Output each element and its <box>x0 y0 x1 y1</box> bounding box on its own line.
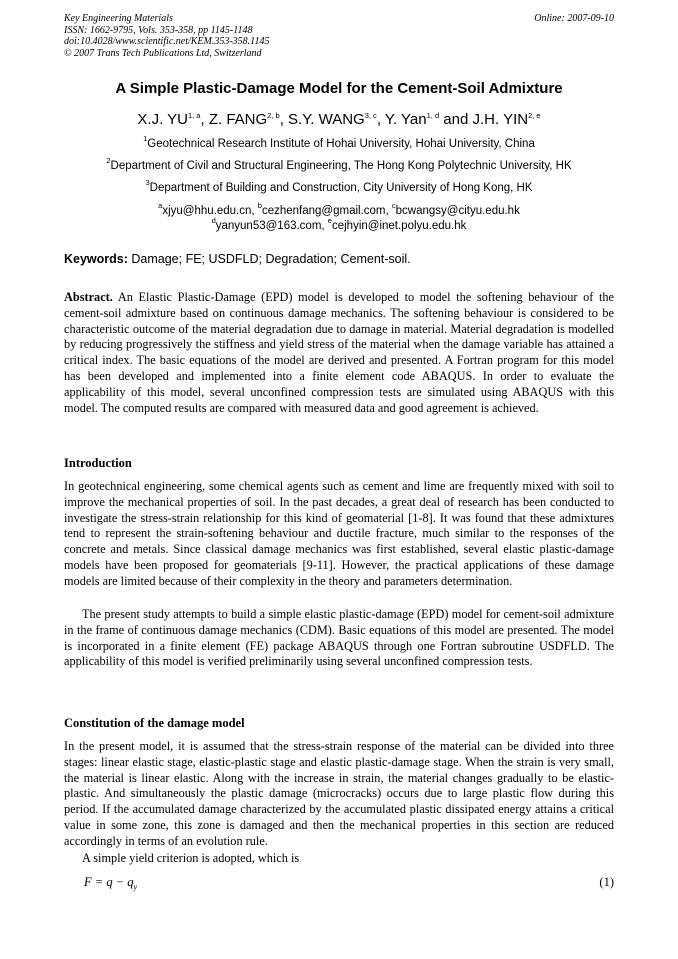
constitution-paragraph-1: In the present model, it is assumed that the stress-strain response of the material can be divided into three stages: linear elastic stage, elastic-plastic stage and elastic plastic-damage stage. When the strain is very small, the material is linear elastic. Along with the increase in strain, the material changes gradually to be elastic-plastic. And simultaneously the plastic damage (microcracks) occurs due to large plastic flow during this period. If the accumulated damage characterized by the accumulated plastic dissipated energy attains a critical value in some zone, this zone is damaged and then the mechanical properties in this section are reduced accordingly in terms of an evolution rule. <box>64 739 614 848</box>
author-name: Z. FANG <box>208 111 268 128</box>
author-sup: 1, a <box>187 111 201 120</box>
journal-name: Key Engineering Materials <box>64 13 173 24</box>
abstract-label: Abstract. <box>64 290 113 304</box>
email-link[interactable]: cezhenfang@gmail.com <box>261 205 386 217</box>
author-name: J.H. YIN <box>472 111 529 128</box>
introduction-heading: Introduction <box>64 456 132 470</box>
email-line-2: $^d$yanyun53@163.com, $^e$cejhyin@inet.polyu.edu.hk <box>211 216 467 232</box>
introduction-paragraph-2: The present study attempts to build a simple elastic plastic-damage (EPD) model for cement-soil admixture in the frame of continuous damage mechanics (CDM). Basic equations of this model are presented. The model is incorporated in a finite element (FE) package ABAQUS through one Fortran subroutine USDFLD. The applicability of this model is verified preliminarily using several unconfined compression tests. <box>64 607 614 669</box>
keywords-label: Keywords: <box>64 252 128 266</box>
author-sup: 2, e <box>528 111 541 120</box>
keywords <box>64 252 614 266</box>
author-list: X.J. YU$^{1, a}$, Z. FANG$^{2, b}$, S.Y. WANG$^{3, c}$, Y. Yan$^{1, d}$ and J.H. YIN$^{2, e}$ <box>137 111 541 128</box>
email-line-1: $^a$xjyu@hhu.edu.cn, $^b$cezhenfang@gmail.com, $^c$bcwangsy@cityu.edu.hk <box>158 201 520 217</box>
abstract-text: An Elastic Plastic-Damage (EPD) model is developed to model the softening behaviour of the cement-soil admixture based on continuous damage mechanics. The softening behaviour is considered to be characteristic outcome of the material degradation due to damage in material. Material degradation is modelled by reducing progressively the stiffness and yield stress of the material when the damage variable has attained a critical index. The basic equations of the model are derived and presented. A Fortran program for this model has been developed and implemented into a finite element code ABAQUS. In order to evaluate the applicability of this model, several unconfined compression tests are simulated using ABAQUS with this model. The computed results are compared with measured data and good agreement is achieved. <box>64 290 614 415</box>
copyright-line: © 2007 Trans Tech Publications Ltd, Switzerland <box>64 47 262 59</box>
constitution-paragraph-2: A simple yield criterion is adopted, which is <box>82 851 300 865</box>
email-link[interactable]: yanyun53@163.com <box>215 220 322 232</box>
author-sup: 2, b <box>267 111 280 120</box>
online-date: Online: 2007-09-10 <box>534 13 614 24</box>
email-link[interactable]: cejhyin@inet.polyu.edu.hk <box>331 220 467 232</box>
keywords-text: Damage; FE; USDFLD; Degradation; Cement-soil. <box>127 252 411 266</box>
abstract <box>64 290 614 416</box>
affiliation-1: $^1$Geotechnical Research Institute of Hohai University, Hohai University, China <box>143 134 535 150</box>
email-link[interactable]: xjyu@hhu.edu.cn <box>162 205 252 217</box>
author-name: X.J. YU <box>137 111 188 128</box>
equation-1: $F = q - q_y$ <box>84 875 138 892</box>
issn-line: ISSN: 1662-9795, Vols. 353-358, pp 1145-1148 <box>64 24 253 36</box>
doi-line: doi:10.4028/www.scientific.net/KEM.353-358.1145 <box>64 36 270 48</box>
author-sup: 1, d <box>426 111 440 120</box>
affiliation-2: $^2$Department of Civil and Structural Engineering, The Hong Kong Polytechnic University, HK <box>106 156 572 172</box>
equation-number: (1) <box>599 875 614 889</box>
page-header <box>64 13 614 59</box>
affiliation-3: $^3$Department of Building and Construction, City University of Hong Kong, HK <box>145 178 533 194</box>
author-name: S.Y. WANG <box>288 111 365 128</box>
author-sup: 3, c <box>364 111 377 120</box>
author-name: Y. Yan <box>384 111 427 128</box>
introduction-paragraph-1: In geotechnical engineering, some chemical agents such as cement and lime are frequently mixed with soil to improve the mechanical properties of soil. In the past decades, a great deal of research has been conducted to investigate the stress-strain relationship for this kind of geomaterial [1-8]. It was found that these admixtures tend to represent the strain-softening behaviour and ductile fracture, much similar to the responses of the concrete and metals. Since classical damage mechanics was first established, several elastic plastic-damage models have been proposed for geomaterials [9-11]. However, the practical applications of these damage models are limited because of their complexity in the theory and parameters determination. <box>64 479 614 588</box>
constitution-heading: Constitution of the damage model <box>64 716 245 730</box>
email-link[interactable]: bcwangsy@cityu.edu.hk <box>395 205 520 217</box>
paper-title: A Simple Plastic-Damage Model for the Cement-Soil Admixture <box>115 80 563 97</box>
